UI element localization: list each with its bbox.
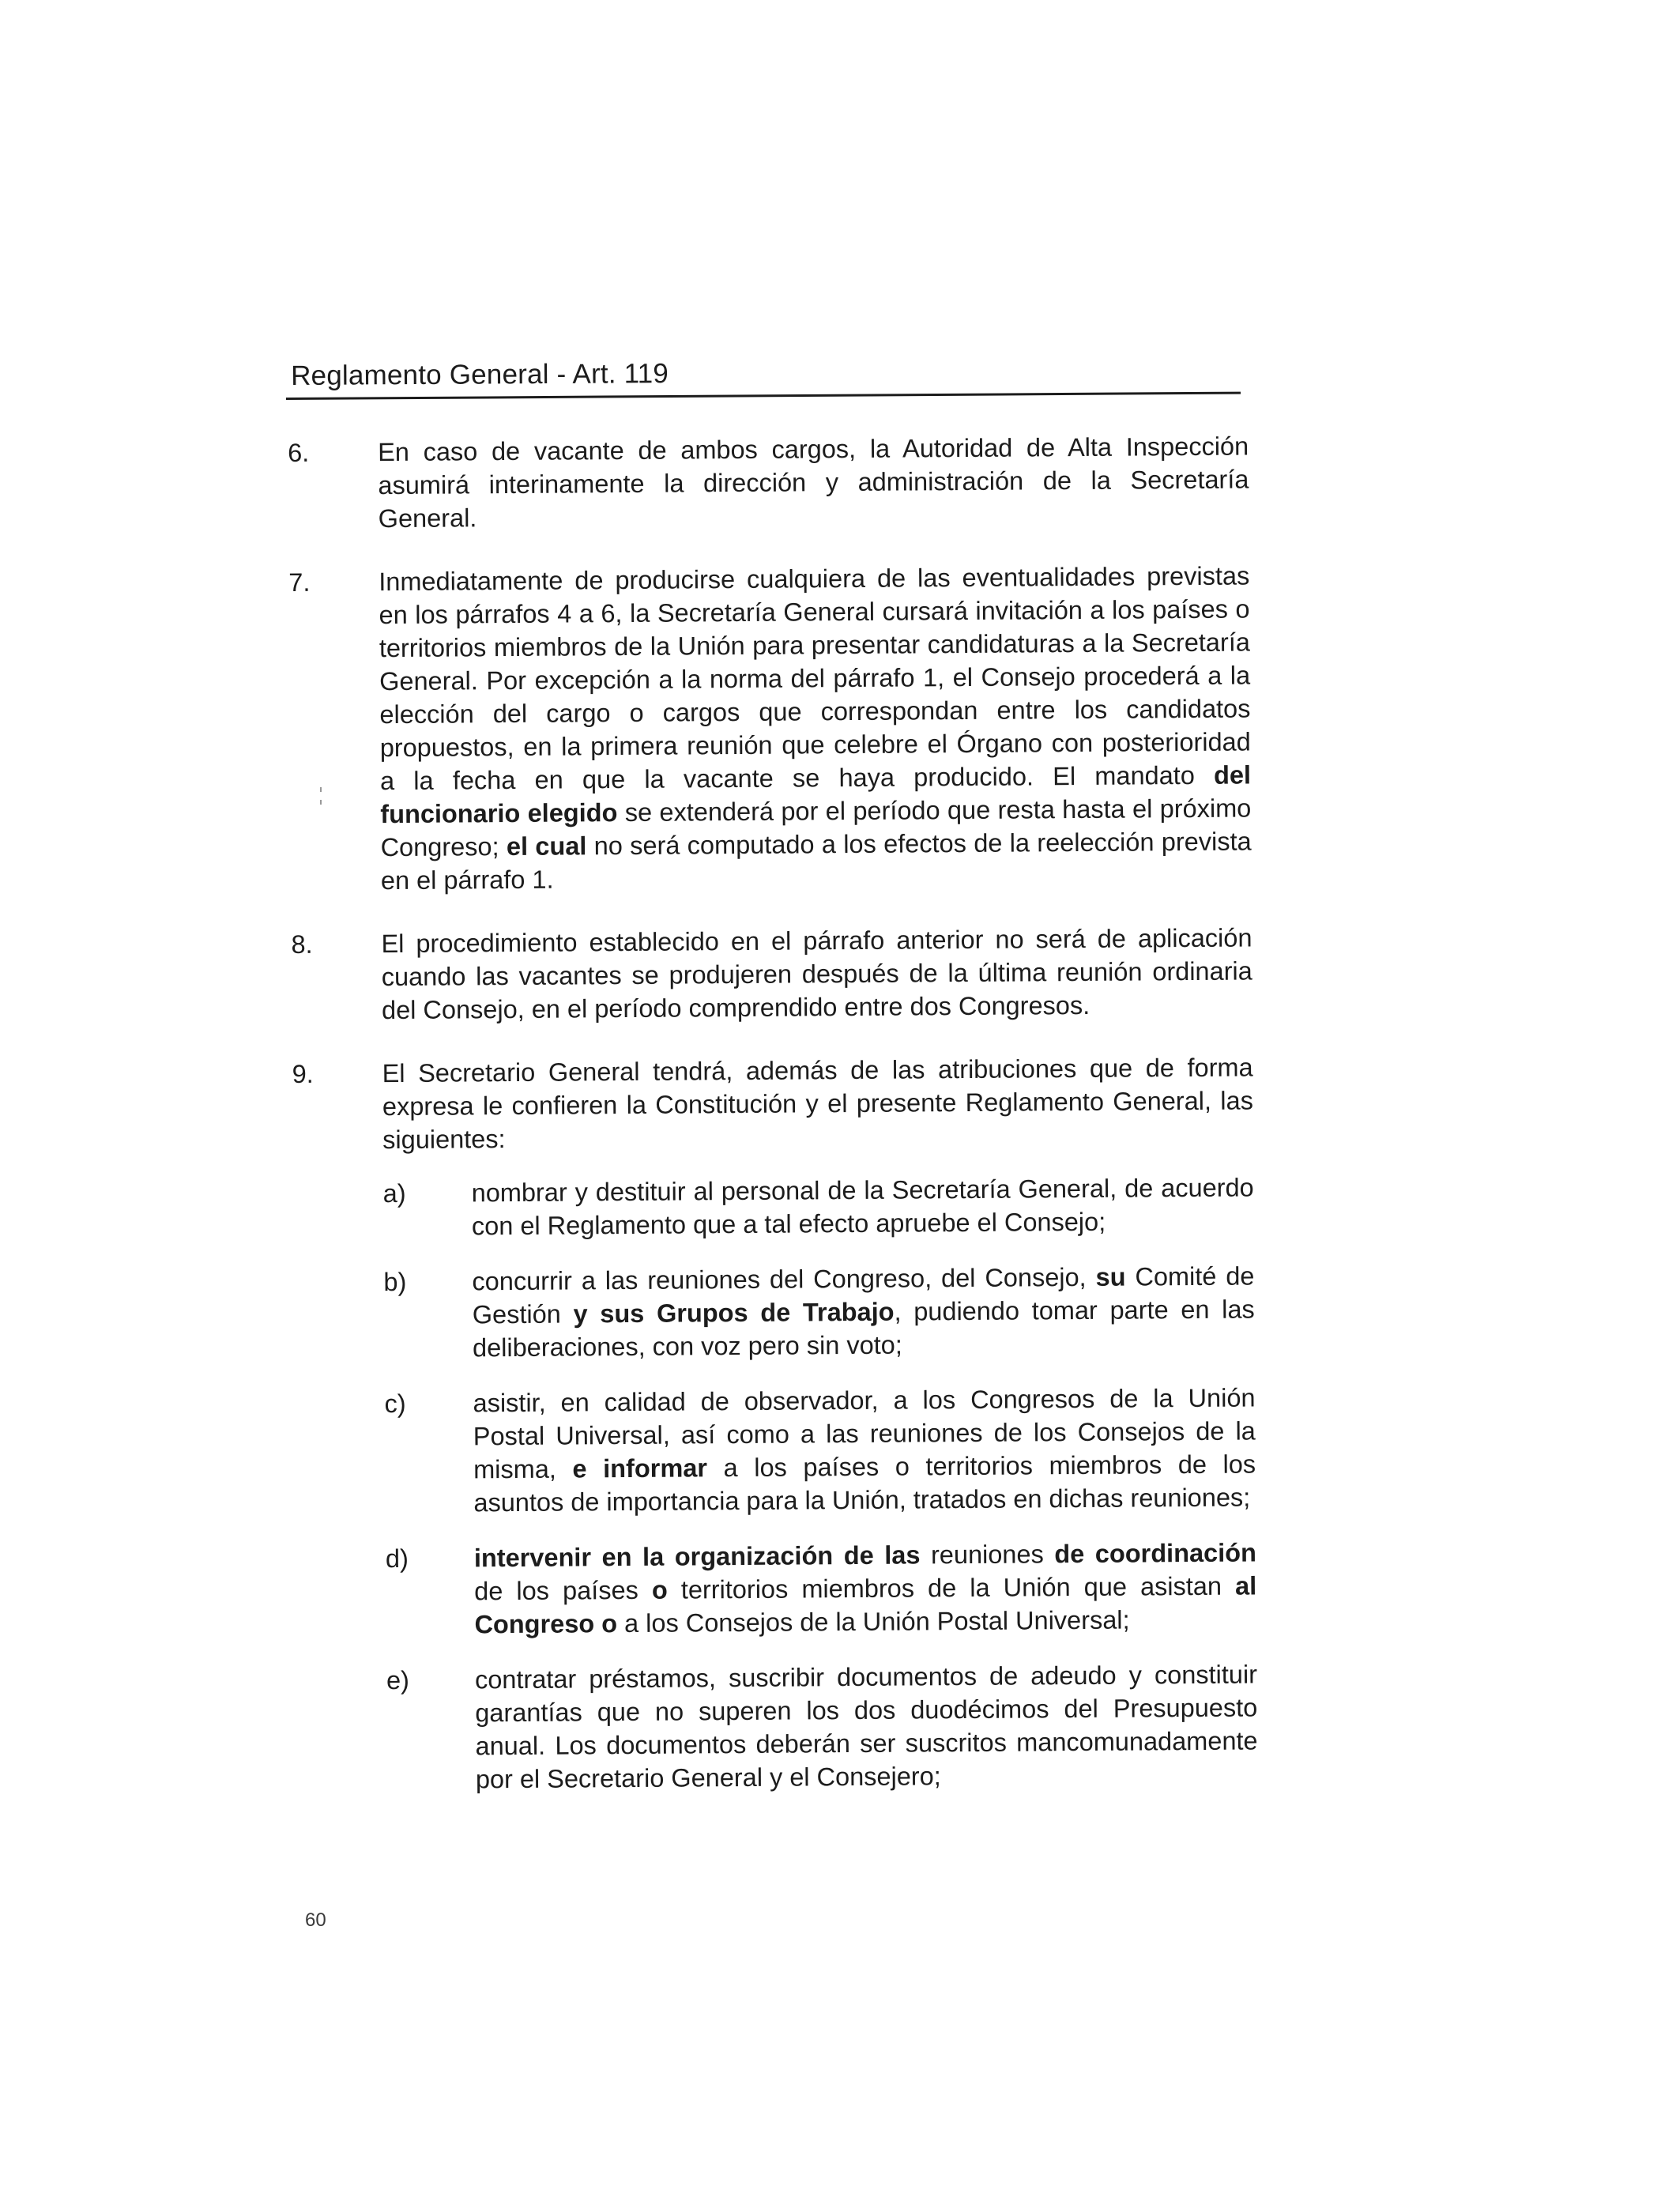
paragraph-text: En caso de vacante de ambos cargos, la Autoridad de Alta Inspección asumirá interinamente la dirección y administración de la Secretaría General. <box>378 432 1249 533</box>
text-run: Comité de Gestión <box>472 1261 1255 1329</box>
paragraph-number: 7. <box>288 567 311 597</box>
paragraph-number: 8. <box>291 929 313 959</box>
page-number: 60 <box>305 1909 326 1931</box>
header-rule <box>286 392 1241 400</box>
sub-item-e <box>386 1657 1258 1796</box>
sub-item-label: d) <box>385 1544 409 1574</box>
paragraph-text: El Secretario General tendrá, además de las atribuciones que de forma expresa le confieren la Constitución y el presente Reglamento General, las siguientes: <box>382 1053 1254 1155</box>
text-run: a los países o territorios miembros de los asuntos de importancia para la Unión, tratados en dichas reuniones; <box>473 1449 1256 1517</box>
sub-item-text <box>472 1261 1255 1362</box>
sub-item-d <box>386 1536 1257 1642</box>
paragraph-number: 9. <box>292 1059 314 1088</box>
bold-run: el cual <box>506 831 587 861</box>
text-run: Inmediatamente de producirse cualquiera de las eventualidades previstas en los párrafos 4 a 6, la Secretaría General cursará invitación a los países o territorios miembros de la Unión para presentar candidaturas a la Secretaría General. Por excepción a la norma del párrafo 1, el Consejo procederá a la elección del cargo o cargos que correspondan entre los candidatos propuestos, en la primera reunión que celebre el Órgano con posterioridad a la fecha en que la vacante se haya producido. El mandato <box>379 561 1251 796</box>
paragraph-text: El procedimiento establecido en el párrafo anterior no será de aplicación cuando las vacantes se produjeren después de la última reunión ordinaria del Consejo, en el período comprendido entre dos Congresos. <box>381 923 1252 1025</box>
paragraph-7 <box>285 559 1252 898</box>
article-body <box>284 429 1258 1826</box>
text-run: a los Consejos de la Unión Postal Universal; <box>616 1605 1130 1638</box>
text-run: asistir, en calidad de observador, a los Congresos de la Unión Postal Universal, así como a las reuniones de los Consejos de la misma, <box>473 1383 1256 1484</box>
paragraph-number: 6. <box>288 438 310 467</box>
bold-run: intervenir en la organización de las <box>473 1540 921 1573</box>
text-run: reuniones <box>920 1540 1055 1570</box>
scan-speck <box>320 787 322 792</box>
paragraph-8 <box>288 921 1252 1027</box>
sub-item-text: nombrar y destituir al personal de la Secretaría General, de acuerdo con el Reglamento que a tal efecto apruebe el Consejo; <box>471 1173 1254 1241</box>
sub-item-c <box>384 1381 1256 1520</box>
bold-run: del funcionario elegido <box>380 760 1252 829</box>
sub-item-label: a) <box>382 1178 406 1208</box>
sub-item-text <box>473 1383 1256 1517</box>
bold-run: o <box>651 1575 668 1604</box>
text-run: de los países <box>474 1575 653 1606</box>
text-run: concurrir a las reuniones del Congreso, del Consejo, <box>472 1262 1096 1296</box>
sub-item-list <box>383 1171 1258 1796</box>
bold-run: e informar <box>572 1453 708 1483</box>
text-run: territorios miembros de la Unión que asistan <box>667 1571 1236 1604</box>
bold-run: su <box>1095 1262 1126 1291</box>
text-run: , pudiendo tomar parte en las deliberaciones, con voz pero sin voto; <box>472 1295 1255 1363</box>
sub-item-b <box>383 1259 1255 1365</box>
text-run: no será computado a los efectos de la reelección prevista en el párrafo 1. <box>380 827 1252 895</box>
sub-item-label: e) <box>386 1665 410 1695</box>
paragraph-9 <box>288 1050 1258 1796</box>
sub-item-label: c) <box>384 1389 406 1419</box>
bold-run: y sus Grupos de Trabajo <box>573 1297 895 1329</box>
sub-item-label: b) <box>383 1267 407 1297</box>
sub-item-text <box>474 1538 1257 1638</box>
paragraph-6 <box>284 429 1249 536</box>
paragraph-text <box>379 559 1252 897</box>
sub-item-a <box>383 1171 1255 1243</box>
running-head: Reglamento General - Art. 119 <box>291 358 669 391</box>
text-run: se extenderá por el período que resta hasta el próximo Congreso; <box>380 794 1252 862</box>
bold-run: al Congreso o <box>474 1571 1257 1639</box>
scan-speck <box>320 800 322 805</box>
sub-item-text: contratar préstamos, suscribir documentos de adeudo y constituir garantías que no superen los dos duodécimos del Presupuesto anual. Los documentos deberán ser suscritos mancomunadamente por el Secretario General y el Consejero; <box>474 1660 1258 1794</box>
bold-run: de coordinación <box>1054 1538 1257 1569</box>
